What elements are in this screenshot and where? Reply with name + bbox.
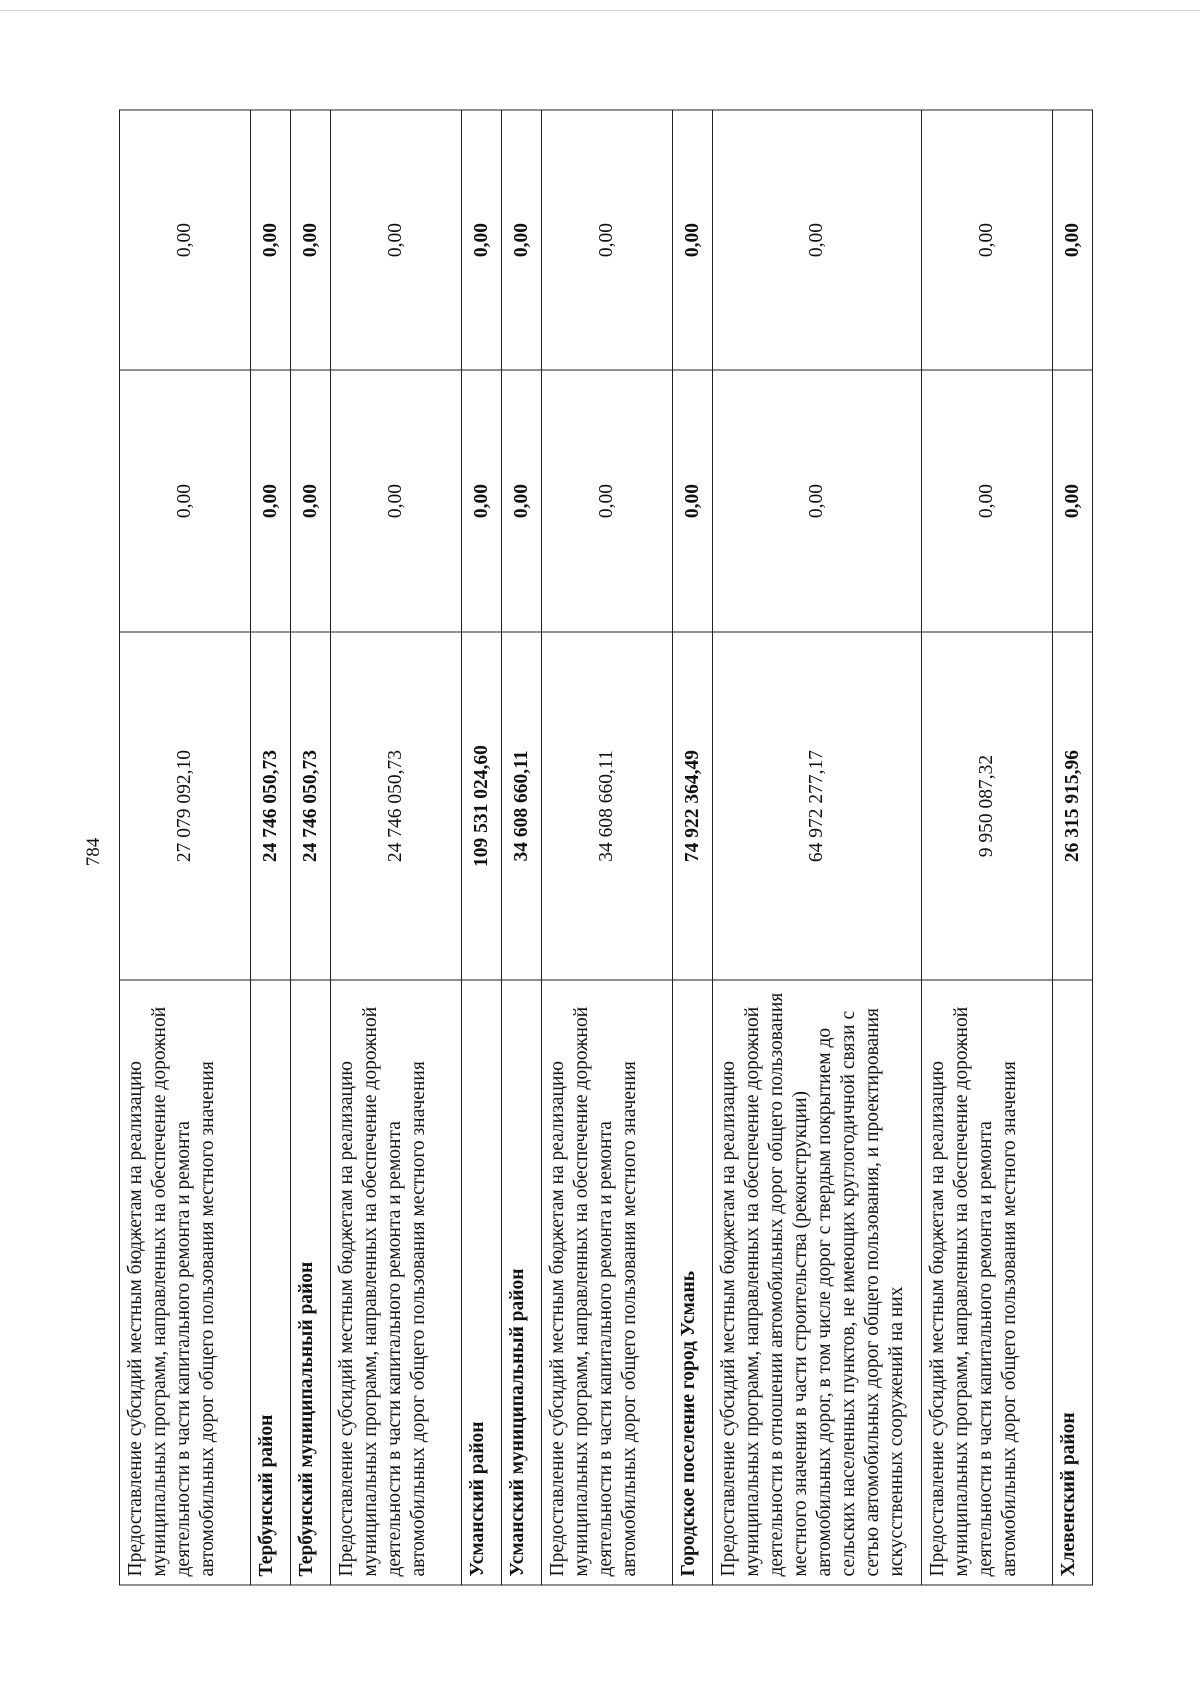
row-value-1: 74 922 364,49: [673, 632, 713, 980]
table-row: [542, 110, 673, 1585]
row-value-2: 0,00: [120, 370, 251, 632]
row-value-1: 24 746 050,73: [291, 632, 331, 980]
row-label: Усманский район: [462, 980, 502, 1585]
row-value-2: 0,00: [502, 370, 542, 632]
table-row: [251, 110, 291, 1585]
row-label: Предоставление субсидий местным бюджетам на реализацию муниципальных программ, направленных на обеспечение дорожной деятельности в части капитального ремонта и ремонта автомобильных дорог общего пользования местного значения: [922, 980, 1053, 1585]
row-value-3: 0,00: [331, 110, 462, 370]
table-row: [120, 110, 251, 1585]
row-label: Городское поселение город Усмань: [673, 980, 713, 1585]
row-value-1: 34 608 660,11: [502, 632, 542, 980]
row-label: Предоставление субсидий местным бюджетам на реализацию муниципальных программ, направленных на обеспечение дорожной деятельности в части капитального ремонта и ремонта автомобильных дорог общего пользования местного значения: [542, 980, 673, 1585]
table-row: [1053, 110, 1093, 1585]
row-value-1: 109 531 024,60: [462, 632, 502, 980]
row-value-1: 9 950 087,32: [922, 632, 1053, 980]
row-value-1: 64 972 277,17: [713, 632, 922, 980]
row-value-2: 0,00: [673, 370, 713, 632]
row-value-3: 0,00: [251, 110, 291, 370]
row-label: Тербунский муниципальный район: [291, 980, 331, 1585]
row-value-3: 0,00: [673, 110, 713, 370]
table-row: [673, 110, 713, 1585]
table-row: [331, 110, 462, 1585]
rotated-table-container: [119, 111, 1081, 1586]
table-row: [922, 110, 1053, 1585]
page-number: 784: [83, 837, 104, 867]
row-value-3: 0,00: [462, 110, 502, 370]
row-value-3: 0,00: [542, 110, 673, 370]
table-row: [502, 110, 542, 1585]
table-row: [462, 110, 502, 1585]
row-value-2: 0,00: [1053, 370, 1093, 632]
table-row: [713, 110, 922, 1585]
row-value-2: 0,00: [922, 370, 1053, 632]
row-value-2: 0,00: [542, 370, 673, 632]
row-label: Хлевенский район: [1053, 980, 1093, 1585]
scan-edge-line: [0, 10, 1200, 11]
row-value-1: 26 315 915,96: [1053, 632, 1093, 980]
row-value-3: 0,00: [922, 110, 1053, 370]
row-value-2: 0,00: [291, 370, 331, 632]
row-label: Предоставление субсидий местным бюджетам на реализацию муниципальных программ, направленных на обеспечение дорожной деятельности в части капитального ремонта и ремонта автомобильных дорог общего пользования местного значения: [120, 980, 251, 1585]
row-label: Предоставление субсидий местным бюджетам на реализацию муниципальных программ, направленных на обеспечение дорожной деятельности в части капитального ремонта и ремонта автомобильных дорог общего пользования местного значения: [331, 980, 462, 1585]
row-value-3: 0,00: [1053, 110, 1093, 370]
row-value-2: 0,00: [331, 370, 462, 632]
budget-table-body: [120, 110, 1093, 1585]
table-row: [291, 110, 331, 1585]
row-value-3: 0,00: [713, 110, 922, 370]
row-value-3: 0,00: [502, 110, 542, 370]
row-label: Усманский муниципальный район: [502, 980, 542, 1585]
row-value-1: 34 608 660,11: [542, 632, 673, 980]
budget-table: [119, 110, 1093, 1586]
row-label: Тербунский район: [251, 980, 291, 1585]
row-value-3: 0,00: [120, 110, 251, 370]
row-value-2: 0,00: [251, 370, 291, 632]
row-value-1: 24 746 050,73: [251, 632, 291, 980]
row-value-1: 27 079 092,10: [120, 632, 251, 980]
row-label: Предоставление субсидий местным бюджетам на реализацию муниципальных программ, направленных на обеспечение дорожной деятельности в отношении автомобильных дорог общего пользования местного значения в части строительства (реконструкции) автомобильных дорог, в том числе дорог с твердым покрытием до сельских населенных пунктов, не имеющих круглогодичной связи с сетью автомобильных дорог общего пользования, и проектирования искусственных сооружений на них: [713, 980, 922, 1585]
row-value-2: 0,00: [713, 370, 922, 632]
row-value-2: 0,00: [462, 370, 502, 632]
row-value-3: 0,00: [291, 110, 331, 370]
row-value-1: 24 746 050,73: [331, 632, 462, 980]
